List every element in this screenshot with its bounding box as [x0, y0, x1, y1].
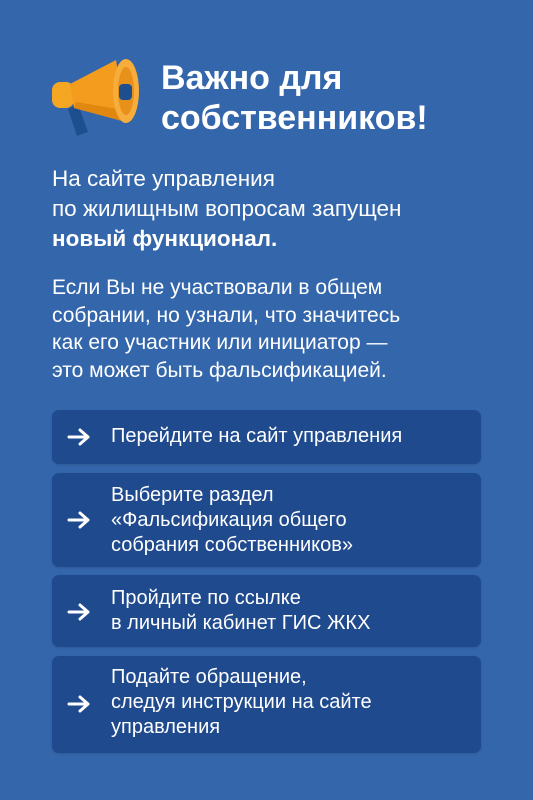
intro-line-2: по жилищным вопросам запущен [52, 196, 402, 221]
step-card-1 [52, 410, 481, 464]
megaphone-icon [48, 52, 148, 142]
paragraph-line-2: собрании, но узнали, что значитесь [52, 303, 401, 327]
arrow-right-icon [66, 602, 94, 622]
step-1-line-1: Перейдите на сайт управления [111, 425, 403, 447]
intro-text [52, 164, 512, 254]
arrow-right-icon [66, 694, 94, 714]
step-text [111, 424, 402, 449]
step-3-line-2: в личный кабинет ГИС ЖКХ [111, 612, 371, 634]
intro-line-1: На сайте управления [52, 166, 275, 191]
paragraph-line-1: Если Вы не участвовали в общем [52, 276, 383, 299]
paragraph-line-4: это может быть фальсификацией. [52, 358, 387, 382]
step-3-line-1: Пройдите по ссылке [111, 587, 301, 609]
paragraph-line-3: как его участник или инициатор — [52, 331, 388, 354]
header [48, 52, 508, 142]
step-4-line-2: следуя инструкции на сайте [111, 691, 372, 713]
step-2-line-3: собрания собственников» [111, 534, 354, 556]
arrow-right-icon [66, 510, 94, 530]
step-2-line-1: Выберите раздел [111, 484, 274, 506]
page-title [161, 58, 428, 138]
arrow-right-icon [66, 427, 94, 447]
step-text [111, 665, 372, 740]
title-line-2: собственников! [161, 99, 428, 137]
step-text [111, 586, 370, 636]
step-2-line-2: «Фальсификация общего [111, 509, 347, 531]
title-line-1: Важно для [161, 59, 343, 97]
step-card-4 [52, 656, 481, 753]
warning-paragraph [52, 274, 512, 384]
intro-line-3: новый функционал. [52, 226, 278, 251]
step-4-line-1: Подайте обращение, [111, 666, 307, 688]
step-text [111, 483, 353, 558]
step-4-line-3: управления [111, 716, 221, 738]
step-card-3 [52, 575, 481, 647]
step-card-2 [52, 473, 481, 567]
